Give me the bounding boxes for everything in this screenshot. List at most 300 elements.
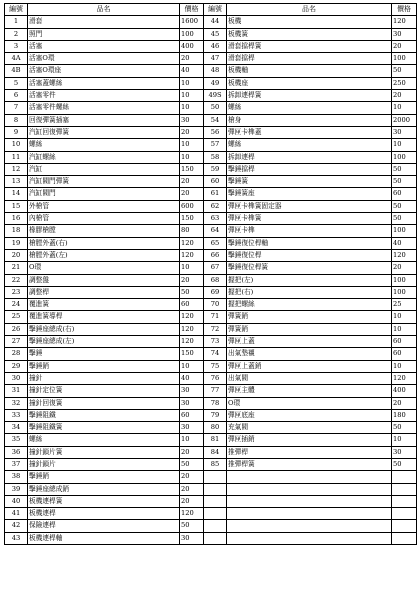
table-row bbox=[5, 446, 417, 458]
part-name-cell: 擊錘復位桿 bbox=[227, 249, 392, 261]
part-name-cell: 活塞O環座 bbox=[28, 65, 180, 77]
part-name-cell: 活塞 bbox=[28, 40, 180, 52]
part-name-cell: 擊錘座總成(左) bbox=[28, 336, 180, 348]
part-price-cell: 400 bbox=[180, 40, 204, 52]
header-number-left: 編號 bbox=[5, 4, 28, 16]
part-price-cell: 60 bbox=[392, 188, 417, 200]
part-price-cell: 120 bbox=[180, 508, 204, 520]
part-name-cell: 覆進簧 bbox=[28, 299, 180, 311]
part-name-cell: 汽缸回復彈簧 bbox=[28, 126, 180, 138]
table-row bbox=[5, 508, 417, 520]
part-price-cell: 50 bbox=[180, 520, 204, 532]
table-row bbox=[5, 434, 417, 446]
part-name-cell bbox=[227, 495, 392, 507]
part-number-cell: 40 bbox=[5, 495, 28, 507]
table-row bbox=[5, 360, 417, 372]
part-name-cell: 滑套擋桿 bbox=[227, 53, 392, 65]
part-name-cell: 握把螺絲 bbox=[227, 299, 392, 311]
part-name-cell: 擊錘銷 bbox=[28, 471, 180, 483]
part-price-cell: 120 bbox=[180, 311, 204, 323]
part-price-cell: 30 bbox=[180, 385, 204, 397]
table-row bbox=[5, 139, 417, 151]
part-name-cell: 螺絲 bbox=[28, 434, 180, 446]
part-price-cell: 120 bbox=[392, 372, 417, 384]
parts-price-table bbox=[4, 3, 417, 545]
table-row bbox=[5, 495, 417, 507]
part-price-cell: 20 bbox=[180, 446, 204, 458]
part-number-cell: 78 bbox=[204, 397, 227, 409]
part-price-cell: 20 bbox=[180, 53, 204, 65]
part-price-cell: 30 bbox=[180, 114, 204, 126]
part-number-cell: 85 bbox=[204, 458, 227, 470]
part-price-cell: 40 bbox=[392, 237, 417, 249]
table-row bbox=[5, 311, 417, 323]
part-number-cell: 73 bbox=[204, 336, 227, 348]
part-name-cell: 汽缸閥門 bbox=[28, 188, 180, 200]
part-price-cell: 10 bbox=[180, 434, 204, 446]
part-name-cell: 活塞O環 bbox=[28, 53, 180, 65]
header-price-right: 價格 bbox=[392, 4, 417, 16]
part-number-cell bbox=[204, 508, 227, 520]
part-number-cell: 65 bbox=[204, 237, 227, 249]
part-number-cell: 24 bbox=[5, 299, 28, 311]
part-name-cell: 彈匣上蓋銷 bbox=[227, 360, 392, 372]
table-row bbox=[5, 299, 417, 311]
part-name-cell: 板機座 bbox=[227, 77, 392, 89]
part-name-cell: 拆卸連桿簧 bbox=[227, 90, 392, 102]
part-name-cell: 擊錘阻鐵 bbox=[28, 409, 180, 421]
table-row bbox=[5, 336, 417, 348]
table-row bbox=[5, 409, 417, 421]
part-price-cell: 30 bbox=[180, 422, 204, 434]
part-number-cell: 1 bbox=[5, 16, 28, 28]
part-name-cell: 螺絲 bbox=[227, 102, 392, 114]
part-number-cell: 79 bbox=[204, 409, 227, 421]
part-number-cell: 64 bbox=[204, 225, 227, 237]
part-price-cell bbox=[392, 483, 417, 495]
part-price-cell: 120 bbox=[392, 249, 417, 261]
part-price-cell: 100 bbox=[180, 28, 204, 40]
part-price-cell: 20 bbox=[180, 176, 204, 188]
part-number-cell: 38 bbox=[5, 471, 28, 483]
table-row bbox=[5, 286, 417, 298]
part-name-cell: 彈匣主體 bbox=[227, 385, 392, 397]
part-name-cell: 擊錘阻鐵簧 bbox=[28, 422, 180, 434]
part-name-cell: 滑套 bbox=[28, 16, 180, 28]
part-name-cell: 撞針回復簧 bbox=[28, 397, 180, 409]
part-price-cell: 150 bbox=[180, 163, 204, 175]
table-row bbox=[5, 16, 417, 28]
part-name-cell: 板機 bbox=[227, 16, 392, 28]
part-name-cell: 撞針定位簧 bbox=[28, 385, 180, 397]
part-number-cell: 27 bbox=[5, 336, 28, 348]
part-number-cell: 15 bbox=[5, 200, 28, 212]
part-number-cell: 13 bbox=[5, 176, 28, 188]
table-row bbox=[5, 114, 417, 126]
part-price-cell: 30 bbox=[392, 446, 417, 458]
table-row bbox=[5, 385, 417, 397]
part-name-cell: 照門 bbox=[28, 28, 180, 40]
part-name-cell: 推彈桿簧 bbox=[227, 458, 392, 470]
part-number-cell: 20 bbox=[5, 249, 28, 261]
part-number-cell: 18 bbox=[5, 225, 28, 237]
part-name-cell: 出氣墊襯 bbox=[227, 348, 392, 360]
part-name-cell: 擊錘復位桿簧 bbox=[227, 262, 392, 274]
part-number-cell: 33 bbox=[5, 409, 28, 421]
part-price-cell: 30 bbox=[392, 126, 417, 138]
part-price-cell: 1600 bbox=[180, 16, 204, 28]
part-number-cell bbox=[204, 483, 227, 495]
part-price-cell: 40 bbox=[180, 65, 204, 77]
table-row bbox=[5, 40, 417, 52]
table-row bbox=[5, 397, 417, 409]
table-row bbox=[5, 262, 417, 274]
part-number-cell: 32 bbox=[5, 397, 28, 409]
part-number-cell: 77 bbox=[204, 385, 227, 397]
part-name-cell: 握把(左) bbox=[227, 274, 392, 286]
part-price-cell: 60 bbox=[180, 299, 204, 311]
part-price-cell: 100 bbox=[392, 225, 417, 237]
part-price-cell: 50 bbox=[180, 458, 204, 470]
part-price-cell: 50 bbox=[180, 286, 204, 298]
part-price-cell bbox=[392, 508, 417, 520]
header-name-left: 品名 bbox=[28, 4, 180, 16]
part-name-cell: 擊錘復位桿軸 bbox=[227, 237, 392, 249]
part-name-cell: 拆卸連桿 bbox=[227, 151, 392, 163]
part-name-cell: 螺絲 bbox=[227, 139, 392, 151]
part-number-cell: 36 bbox=[5, 446, 28, 458]
part-number-cell: 44 bbox=[204, 16, 227, 28]
part-price-cell: 120 bbox=[180, 249, 204, 261]
part-name-cell: 擊錘簧座 bbox=[227, 188, 392, 200]
part-price-cell: 180 bbox=[392, 409, 417, 421]
part-price-cell: 10 bbox=[180, 90, 204, 102]
part-price-cell: 20 bbox=[392, 397, 417, 409]
part-name-cell: 調整桿 bbox=[28, 286, 180, 298]
part-number-cell: 47 bbox=[204, 53, 227, 65]
part-name-cell bbox=[227, 508, 392, 520]
part-price-cell: 20 bbox=[180, 188, 204, 200]
table-row bbox=[5, 151, 417, 163]
part-name-cell: 擊錘擋桿 bbox=[227, 163, 392, 175]
table-row bbox=[5, 188, 417, 200]
part-number-cell: 56 bbox=[204, 126, 227, 138]
part-price-cell: 30 bbox=[392, 28, 417, 40]
part-price-cell: 40 bbox=[180, 372, 204, 384]
table-row bbox=[5, 483, 417, 495]
table-row bbox=[5, 471, 417, 483]
part-name-cell: 槍身 bbox=[227, 114, 392, 126]
part-price-cell: 100 bbox=[392, 151, 417, 163]
part-number-cell: 12 bbox=[5, 163, 28, 175]
part-number-cell: 69 bbox=[204, 286, 227, 298]
part-price-cell: 50 bbox=[392, 163, 417, 175]
part-name-cell: 撞針鎖片簧 bbox=[28, 446, 180, 458]
part-number-cell: 81 bbox=[204, 434, 227, 446]
part-price-cell: 50 bbox=[392, 422, 417, 434]
part-number-cell: 49 bbox=[204, 77, 227, 89]
part-number-cell: 43 bbox=[5, 532, 28, 544]
part-name-cell: 擊錘銷 bbox=[28, 360, 180, 372]
part-price-cell: 10 bbox=[392, 102, 417, 114]
part-name-cell: 擊錘座總成銷 bbox=[28, 483, 180, 495]
table-row bbox=[5, 274, 417, 286]
table-row bbox=[5, 126, 417, 138]
part-number-cell: 23 bbox=[5, 286, 28, 298]
part-name-cell: 回復彈簧插塞 bbox=[28, 114, 180, 126]
part-number-cell: 49S bbox=[204, 90, 227, 102]
part-number-cell: 14 bbox=[5, 188, 28, 200]
part-name-cell: 彈匣卡榫簧 bbox=[227, 213, 392, 225]
header-name-right: 品名 bbox=[227, 4, 392, 16]
part-price-cell: 50 bbox=[392, 176, 417, 188]
part-name-cell: 活塞零件 bbox=[28, 90, 180, 102]
part-number-cell: 62 bbox=[204, 200, 227, 212]
part-name-cell: 充氣閥 bbox=[227, 422, 392, 434]
part-price-cell: 150 bbox=[180, 213, 204, 225]
part-number-cell: 71 bbox=[204, 311, 227, 323]
part-price-cell: 60 bbox=[392, 336, 417, 348]
table-row bbox=[5, 532, 417, 544]
part-price-cell: 120 bbox=[180, 323, 204, 335]
part-price-cell: 10 bbox=[392, 434, 417, 446]
part-name-cell: 活塞蓋螺絲 bbox=[28, 77, 180, 89]
part-number-cell: 57 bbox=[204, 139, 227, 151]
part-name-cell: 撞針鎖片 bbox=[28, 458, 180, 470]
part-price-cell: 50 bbox=[392, 200, 417, 212]
part-number-cell: 41 bbox=[5, 508, 28, 520]
part-name-cell: 汽缸螺絲 bbox=[28, 151, 180, 163]
part-number-cell: 5 bbox=[5, 77, 28, 89]
table-row bbox=[5, 249, 417, 261]
part-name-cell: 內槍管 bbox=[28, 213, 180, 225]
part-price-cell: 150 bbox=[180, 348, 204, 360]
part-name-cell bbox=[227, 483, 392, 495]
part-number-cell: 67 bbox=[204, 262, 227, 274]
part-number-cell: 19 bbox=[5, 237, 28, 249]
part-name-cell bbox=[227, 532, 392, 544]
table-row bbox=[5, 90, 417, 102]
part-number-cell: 70 bbox=[204, 299, 227, 311]
part-number-cell: 16 bbox=[5, 213, 28, 225]
part-name-cell: 板機連桿 bbox=[28, 508, 180, 520]
part-number-cell bbox=[204, 532, 227, 544]
part-number-cell: 39 bbox=[5, 483, 28, 495]
part-name-cell: 槍膛外蓋(右) bbox=[28, 237, 180, 249]
table-row bbox=[5, 422, 417, 434]
part-price-cell: 2000 bbox=[392, 114, 417, 126]
part-price-cell: 20 bbox=[180, 471, 204, 483]
part-number-cell: 26 bbox=[5, 323, 28, 335]
part-price-cell: 20 bbox=[180, 495, 204, 507]
table-row bbox=[5, 225, 417, 237]
part-price-cell: 10 bbox=[180, 262, 204, 274]
part-name-cell: 覆進簧導桿 bbox=[28, 311, 180, 323]
part-price-cell: 10 bbox=[180, 151, 204, 163]
part-name-cell: O環 bbox=[227, 397, 392, 409]
part-name-cell bbox=[227, 471, 392, 483]
part-price-cell: 20 bbox=[392, 90, 417, 102]
part-number-cell: 66 bbox=[204, 249, 227, 261]
part-name-cell: 板機簧 bbox=[227, 28, 392, 40]
part-name-cell: 橡膠槍膛 bbox=[28, 225, 180, 237]
part-price-cell: 20 bbox=[180, 126, 204, 138]
part-name-cell: 螺絲 bbox=[28, 139, 180, 151]
part-number-cell: 21 bbox=[5, 262, 28, 274]
part-price-cell: 30 bbox=[180, 532, 204, 544]
part-price-cell bbox=[392, 471, 417, 483]
part-name-cell: O環 bbox=[28, 262, 180, 274]
table-row bbox=[5, 65, 417, 77]
part-name-cell: 擊錘 bbox=[28, 348, 180, 360]
part-name-cell: 擊錘座總成(右) bbox=[28, 323, 180, 335]
part-name-cell: 滑套擋桿簧 bbox=[227, 40, 392, 52]
part-name-cell: 彈匣上蓋 bbox=[227, 336, 392, 348]
table-row bbox=[5, 163, 417, 175]
part-price-cell: 120 bbox=[180, 237, 204, 249]
part-price-cell: 10 bbox=[180, 77, 204, 89]
part-price-cell: 10 bbox=[392, 139, 417, 151]
part-number-cell bbox=[204, 495, 227, 507]
part-number-cell: 61 bbox=[204, 188, 227, 200]
part-price-cell bbox=[392, 520, 417, 532]
part-number-cell: 58 bbox=[204, 151, 227, 163]
part-price-cell: 50 bbox=[392, 213, 417, 225]
part-name-cell bbox=[227, 520, 392, 532]
part-number-cell bbox=[204, 520, 227, 532]
part-number-cell: 76 bbox=[204, 372, 227, 384]
part-number-cell: 50 bbox=[204, 102, 227, 114]
part-price-cell: 25 bbox=[392, 299, 417, 311]
header-number-right: 編號 bbox=[204, 4, 227, 16]
part-price-cell: 120 bbox=[180, 336, 204, 348]
table-row bbox=[5, 520, 417, 532]
part-name-cell: 擊錘簧 bbox=[227, 176, 392, 188]
part-number-cell: 74 bbox=[204, 348, 227, 360]
part-price-cell: 100 bbox=[392, 53, 417, 65]
part-number-cell: 4B bbox=[5, 65, 28, 77]
table-row bbox=[5, 77, 417, 89]
part-price-cell bbox=[392, 495, 417, 507]
part-number-cell: 11 bbox=[5, 151, 28, 163]
part-price-cell: 10 bbox=[392, 311, 417, 323]
part-number-cell: 28 bbox=[5, 348, 28, 360]
part-number-cell: 10 bbox=[5, 139, 28, 151]
table-row bbox=[5, 237, 417, 249]
part-price-cell: 10 bbox=[180, 102, 204, 114]
part-name-cell: 彈匣卡榫蓋 bbox=[227, 126, 392, 138]
part-price-cell: 10 bbox=[392, 360, 417, 372]
part-number-cell bbox=[204, 471, 227, 483]
part-price-cell: 20 bbox=[392, 262, 417, 274]
part-number-cell: 72 bbox=[204, 323, 227, 335]
part-name-cell: 彈匣卡榫 bbox=[227, 225, 392, 237]
part-number-cell: 68 bbox=[204, 274, 227, 286]
header-price-left: 價格 bbox=[180, 4, 204, 16]
part-name-cell: 彈簧銷 bbox=[227, 311, 392, 323]
part-price-cell: 30 bbox=[180, 397, 204, 409]
part-number-cell: 3 bbox=[5, 40, 28, 52]
part-number-cell: 46 bbox=[204, 40, 227, 52]
part-name-cell: 板機連桿軸 bbox=[28, 532, 180, 544]
part-number-cell: 59 bbox=[204, 163, 227, 175]
part-number-cell: 2 bbox=[5, 28, 28, 40]
part-number-cell: 8 bbox=[5, 114, 28, 126]
part-number-cell: 75 bbox=[204, 360, 227, 372]
table-row bbox=[5, 102, 417, 114]
part-price-cell: 250 bbox=[392, 77, 417, 89]
part-number-cell: 6 bbox=[5, 90, 28, 102]
part-price-cell: 20 bbox=[392, 40, 417, 52]
part-price-cell: 20 bbox=[180, 274, 204, 286]
part-price-cell: 100 bbox=[392, 274, 417, 286]
part-number-cell: 35 bbox=[5, 434, 28, 446]
table-row bbox=[5, 53, 417, 65]
part-number-cell: 7 bbox=[5, 102, 28, 114]
part-price-cell: 400 bbox=[392, 385, 417, 397]
part-number-cell: 45 bbox=[204, 28, 227, 40]
part-number-cell: 31 bbox=[5, 385, 28, 397]
part-number-cell: 54 bbox=[204, 114, 227, 126]
part-price-cell: 50 bbox=[392, 458, 417, 470]
header-row bbox=[5, 4, 417, 16]
part-name-cell: 彈簧銷 bbox=[227, 323, 392, 335]
part-name-cell: 彈匣插銷 bbox=[227, 434, 392, 446]
part-name-cell: 板機軸 bbox=[227, 65, 392, 77]
part-number-cell: 29 bbox=[5, 360, 28, 372]
part-price-cell: 10 bbox=[180, 360, 204, 372]
part-number-cell: 42 bbox=[5, 520, 28, 532]
part-price-cell: 120 bbox=[392, 16, 417, 28]
part-name-cell: 調整盤 bbox=[28, 274, 180, 286]
part-price-cell: 10 bbox=[392, 323, 417, 335]
part-number-cell: 63 bbox=[204, 213, 227, 225]
part-price-cell: 50 bbox=[392, 65, 417, 77]
part-number-cell: 84 bbox=[204, 446, 227, 458]
part-name-cell: 槍膛外蓋(左) bbox=[28, 249, 180, 261]
table-row bbox=[5, 323, 417, 335]
part-price-cell: 80 bbox=[180, 225, 204, 237]
part-price-cell: 100 bbox=[392, 286, 417, 298]
part-name-cell: 活塞零件螺絲 bbox=[28, 102, 180, 114]
part-name-cell: 外槍管 bbox=[28, 200, 180, 212]
part-price-cell bbox=[392, 532, 417, 544]
part-number-cell: 60 bbox=[204, 176, 227, 188]
part-price-cell: 10 bbox=[180, 139, 204, 151]
table-row bbox=[5, 213, 417, 225]
part-number-cell: 25 bbox=[5, 311, 28, 323]
table-row bbox=[5, 458, 417, 470]
part-price-cell: 60 bbox=[392, 348, 417, 360]
table-row bbox=[5, 176, 417, 188]
part-number-cell: 34 bbox=[5, 422, 28, 434]
part-name-cell: 推彈桿 bbox=[227, 446, 392, 458]
part-name-cell: 汽缸閥門彈簧 bbox=[28, 176, 180, 188]
part-name-cell: 汽缸 bbox=[28, 163, 180, 175]
table-row bbox=[5, 28, 417, 40]
part-name-cell: 板機連桿簧 bbox=[28, 495, 180, 507]
table-row bbox=[5, 200, 417, 212]
part-name-cell: 彈匣底座 bbox=[227, 409, 392, 421]
part-price-cell: 60 bbox=[180, 409, 204, 421]
part-number-cell: 22 bbox=[5, 274, 28, 286]
part-name-cell: 撞針 bbox=[28, 372, 180, 384]
table-row bbox=[5, 372, 417, 384]
part-number-cell: 9 bbox=[5, 126, 28, 138]
part-number-cell: 48 bbox=[204, 65, 227, 77]
part-name-cell: 握把(右) bbox=[227, 286, 392, 298]
part-number-cell: 80 bbox=[204, 422, 227, 434]
